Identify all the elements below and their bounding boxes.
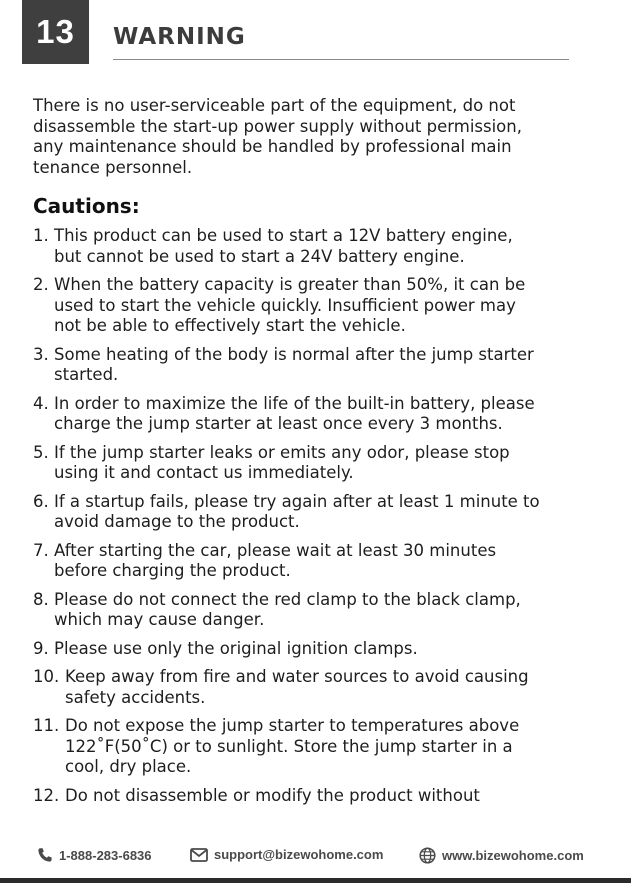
caution-number: 6. (33, 491, 49, 511)
caution-line: started. (54, 365, 119, 384)
caution-item-4 (33, 394, 623, 435)
caution-line: This product can be used to start a 12V battery engine, (54, 226, 513, 245)
caution-item-1 (33, 226, 623, 267)
caution-number: 4. (33, 393, 49, 413)
caution-line: Some heating of the body is normal after the jump starter (54, 344, 534, 364)
page-footer (0, 842, 631, 870)
caution-item-5 (33, 443, 623, 484)
caution-line: used to start the vehicle quickly. Insufficient power may (54, 295, 516, 315)
caution-number: 5. (33, 442, 49, 462)
caution-item-12 (33, 786, 623, 807)
intro-line: disassemble the start-up power supply without permission, (33, 116, 522, 136)
caution-number: 9. (33, 638, 49, 658)
caution-line: before charging the product. (54, 561, 291, 580)
intro-paragraph (33, 96, 608, 178)
caution-number: 1. (33, 226, 49, 245)
caution-line: Do not expose the jump starter to temperatures above (65, 716, 520, 735)
caution-line: When the battery capacity is greater than 50%, it can be (54, 275, 526, 294)
caution-line: Please do not connect the red clamp to the black clamp, (54, 589, 521, 609)
footer-email[interactable] (190, 847, 383, 862)
page-number-badge: 13 (22, 0, 89, 64)
title-divider (113, 59, 569, 60)
bottom-border (0, 878, 631, 883)
caution-line: safety accidents. (65, 687, 206, 707)
caution-number: 2. (33, 275, 49, 294)
caution-number: 10. (33, 667, 60, 686)
caution-line: After starting the car, please wait at least 30 minutes (54, 540, 497, 560)
caution-line: charge the jump starter at least once every 3 months. (54, 414, 503, 433)
caution-line: If a startup fails, please try again after at least 1 minute to (54, 491, 540, 511)
cautions-list (33, 226, 623, 814)
caution-line: but cannot be used to start a 24V battery engine. (54, 246, 465, 266)
caution-line: Please use only the original ignition clamps. (54, 638, 418, 658)
phone-icon (37, 847, 53, 863)
intro-line: tenance personnel. (33, 157, 193, 177)
cautions-heading: Cautions: (33, 194, 140, 218)
caution-number: 12. (33, 785, 60, 805)
caution-item-9 (33, 639, 623, 660)
caution-item-2 (33, 275, 623, 337)
intro-line: any maintenance should be handled by professional main (33, 137, 512, 156)
intro-line: There is no user-serviceable part of the equipment, do not (33, 96, 516, 115)
caution-item-11 (33, 716, 623, 778)
phone-number: 1-888-283-6836 (59, 847, 152, 863)
caution-number: 8. (33, 589, 49, 609)
caution-line: using it and contact us immediately. (54, 463, 354, 482)
caution-item-7 (33, 541, 623, 582)
caution-item-10 (33, 667, 623, 708)
mail-icon (190, 848, 208, 862)
caution-line: cool, dry place. (65, 757, 192, 776)
caution-line: 122˚F(50˚C) or to sunlight. Store the jump starter in a (65, 736, 513, 756)
caution-item-3 (33, 345, 623, 386)
caution-line: If the jump starter leaks or emits any odor, please stop (54, 442, 510, 462)
email-address: support@bizewohome.com (214, 847, 384, 862)
caution-line: Do not disassemble or modify the product without (65, 785, 480, 805)
caution-number: 11. (33, 716, 60, 735)
globe-icon (419, 847, 436, 864)
footer-phone[interactable] (37, 847, 152, 863)
caution-number: 3. (33, 344, 49, 364)
caution-line: In order to maximize the life of the built-in battery, please (54, 393, 535, 413)
caution-number: 7. (33, 540, 49, 560)
caution-line: which may cause danger. (54, 610, 265, 629)
caution-line: avoid damage to the product. (54, 512, 300, 531)
caution-item-6 (33, 492, 623, 533)
website-url: www.bizewohome.com (442, 848, 584, 863)
caution-line: not be able to effectively start the vehicle. (54, 316, 406, 335)
caution-line: Keep away from fire and water sources to avoid causing (65, 667, 529, 686)
footer-website[interactable] (419, 847, 584, 864)
page-title: WARNING (113, 24, 246, 50)
caution-item-8 (33, 590, 623, 631)
